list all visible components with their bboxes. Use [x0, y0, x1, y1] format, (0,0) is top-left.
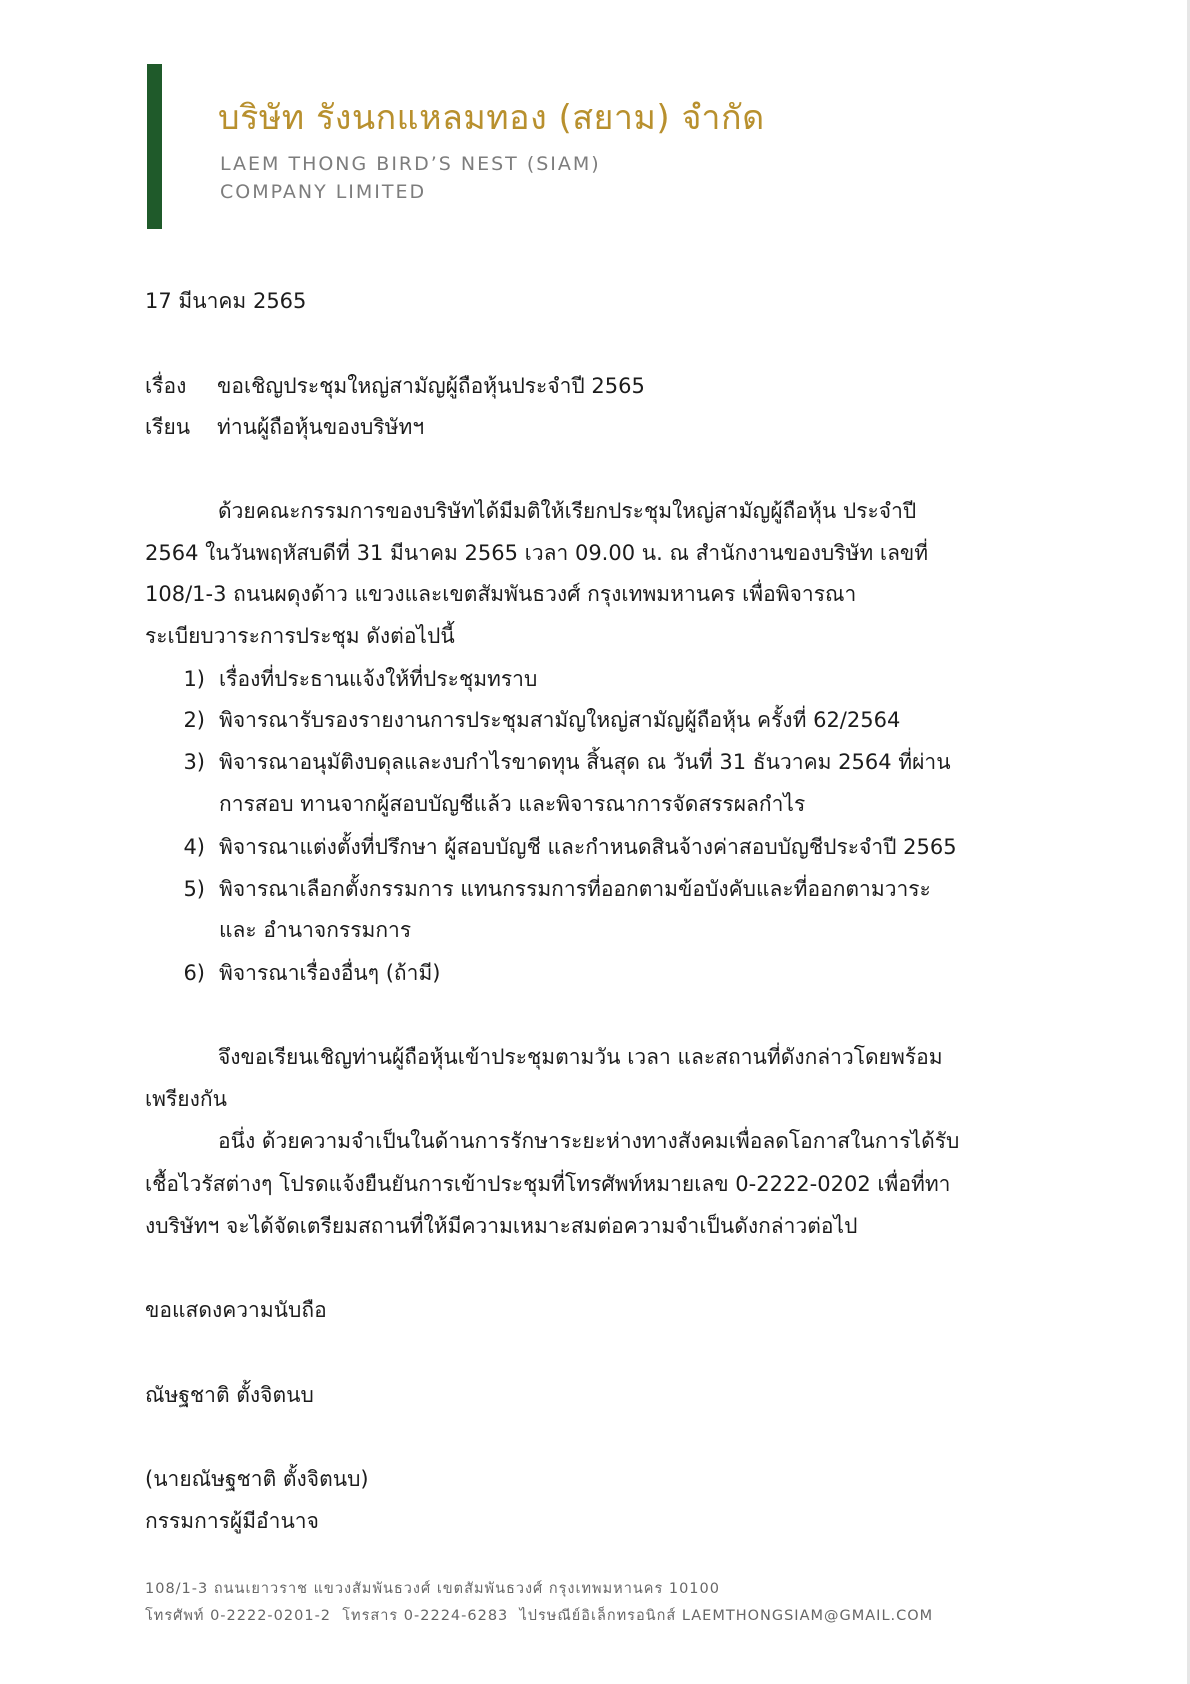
subject-label: เรื่อง [145, 374, 187, 398]
invitation-line: เพรียงกัน [145, 1087, 227, 1111]
closing: ขอแสดงความนับถือ [145, 1298, 327, 1322]
notice-line: เชื้อไวรัสต่างๆ โปรดแจ้งยืนยันการเข้าประชุมที่โทรศัพท์หมายเลข 0-2222-0202 เพื่อที่ทา [145, 1172, 951, 1196]
recipient-label: เรียน [145, 415, 191, 439]
body-line: 2564 ในวันพฤหัสบดีที่ 31 มีนาคม 2565 เวลา 09.00 น. ณ สำนักงานของบริษัท เลขที่ [145, 541, 929, 565]
invitation-line: จึงขอเรียนเชิญท่านผู้ถือหุ้นเข้าประชุมตามวัน เวลา และสถานที่ดังกล่าวโดยพร้อม [218, 1045, 943, 1069]
agenda-number: 5) [183, 877, 205, 901]
agenda-number: 2) [183, 708, 205, 732]
company-name-english-line2: COMPANY LIMITED [220, 181, 427, 203]
signature: ณัษฐชาติ ตั้งจิตนบ [145, 1383, 314, 1407]
signer-title: กรรมการผู้มีอำนาจ [145, 1509, 319, 1533]
agenda-item [170, 833, 957, 861]
fax-number: 0-2224-6283 [403, 1608, 509, 1624]
footer-address: 108/1-3 ถนนเยาวราช แขวงสัมพันธวงศ์ เขตสัมพันธวงศ์ กรุงเทพมหานคร 10100 [145, 1581, 720, 1597]
body-line: ด้วยคณะกรรมการของบริษัทได้มีมติให้เรียกประชุมใหญ่สามัญผู้ถือหุ้น ประจำปี [218, 499, 917, 523]
notice-line: งบริษัทฯ จะได้จัดเตรียมสถานที่ให้มีความเหมาะสมต่อความจำเป็นดังกล่าวต่อไป [145, 1214, 858, 1238]
phone-label: โทรศัพท์ [145, 1608, 205, 1624]
recipient-text: ท่านผู้ถือหุ้นของบริษัทฯ [217, 415, 425, 439]
agenda-text-continued: การสอบ ทานจากผู้สอบบัญชีแล้ว และพิจารณาการจัดสรรผลกำไร [219, 792, 806, 816]
agenda-text: เรื่องที่ประธานแจ้งให้ที่ประชุมทราบ [219, 667, 538, 691]
agenda-text: พิจารณาเลือกตั้งกรรมการ แทนกรรมการที่ออกตามข้อบังคับและที่ออกตามวาระ [219, 877, 931, 901]
recipient-line [145, 413, 424, 441]
agenda-number: 3) [183, 750, 205, 774]
phone-number: 0-2222-0201-2 [210, 1608, 332, 1624]
agenda-text: พิจารณารับรองรายงานการประชุมสามัญใหญ่สามัญผู้ถือหุ้น ครั้งที่ 62/2564 [219, 708, 901, 732]
agenda-item [170, 875, 931, 903]
signer-name: (นายณัษฐชาติ ตั้งจิตนบ) [145, 1467, 369, 1491]
company-name-english-line1: LAEM THONG BIRD’S NEST (SIAM) [220, 153, 601, 175]
email-address[interactable]: LAEMTHONGSIAM@GMAIL.COM [681, 1608, 934, 1624]
footer-contact [145, 1604, 933, 1627]
body-line: 108/1-3 ถนนผดุงด้าว แขวงและเขตสัมพันธวงศ์ กรุงเทพมหานคร เพื่อพิจารณา [145, 582, 857, 606]
agenda-item [170, 959, 440, 987]
subject-line [145, 372, 645, 400]
company-name-thai: บริษัท รังนกแหลมทอง (สยาม) จำกัด [218, 98, 765, 138]
agenda-number: 6) [183, 961, 205, 985]
agenda-text: พิจารณาอนุมัติงบดุลและงบกำไรขาดทุน สิ้นสุด ณ วันที่ 31 ธันวาคม 2564 ที่ผ่าน [219, 750, 951, 774]
letterhead-accent-bar [147, 64, 162, 229]
agenda-item [170, 748, 951, 776]
agenda-item [170, 706, 900, 734]
company-name-english [220, 150, 601, 206]
fax-label: โทรสาร [342, 1608, 399, 1624]
agenda-item [170, 665, 537, 693]
agenda-text: พิจารณาแต่งตั้งที่ปรึกษา ผู้สอบบัญชี และกำหนดสินจ้างค่าสอบบัญชีประจำปี 2565 [219, 835, 957, 859]
letter-date: 17 มีนาคม 2565 [145, 289, 307, 313]
body-line: ระเบียบวาระการประชุม ดังต่อไปนี้ [145, 624, 455, 648]
agenda-number: 1) [183, 667, 205, 691]
subject-text: ขอเชิญประชุมใหญ่สามัญผู้ถือหุ้นประจำปี 2565 [217, 374, 645, 398]
email-label: ไปรษณีย์อิเล็กทรอนิกส์ [519, 1608, 677, 1624]
agenda-text: พิจารณาเรื่องอื่นๆ (ถ้ามี) [219, 961, 441, 985]
notice-line: อนึ่ง ด้วยความจำเป็นในด้านการรักษาระยะห่างทางสังคมเพื่อลดโอกาสในการได้รับ [218, 1129, 960, 1153]
agenda-text-continued: และ อำนาจกรรมการ [219, 918, 412, 942]
agenda-number: 4) [183, 835, 205, 859]
